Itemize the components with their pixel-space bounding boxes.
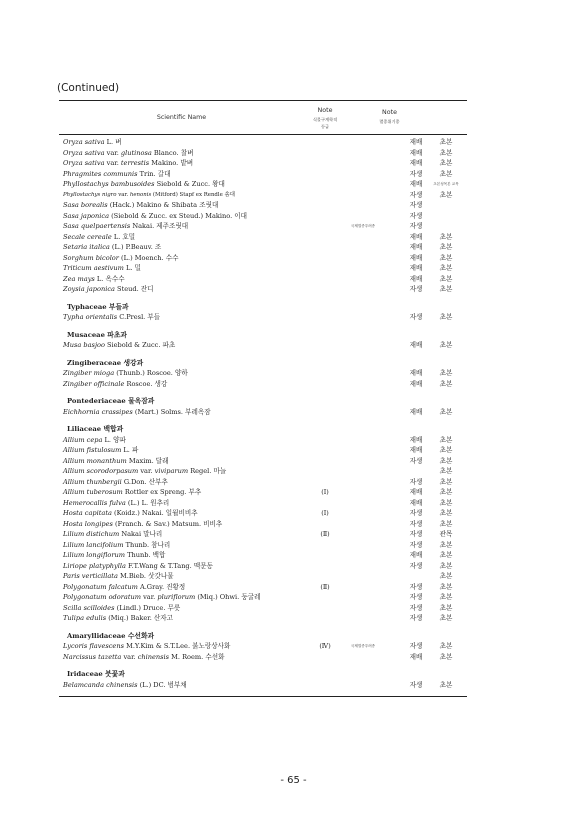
author-common-name: (Thunb.) Roscoe. 양하: [114, 369, 188, 377]
family-heading: Typhaceae 부들과: [67, 302, 129, 311]
growth-form: 초본: [439, 243, 453, 251]
author-common-name: (L.) L. 원추리: [125, 498, 170, 507]
table-row: [59, 456, 467, 467]
scientific-name: [63, 379, 167, 390]
table-row: [59, 519, 467, 530]
species-epithet: Scilla scilloides: [63, 603, 115, 612]
author-common-name: Roscoe. 생강: [124, 379, 168, 388]
growth-form: 초본: [439, 509, 453, 517]
author-common-name: C.Presl. 부들: [117, 313, 161, 321]
scientific-name: [63, 641, 230, 652]
status: 자생: [409, 603, 423, 612]
growth-form: 초본: [439, 446, 453, 454]
growth-form: 초본: [439, 540, 453, 549]
growth-form: 초본: [439, 456, 453, 465]
author-common-name: L. 밀: [123, 264, 141, 272]
scientific-name: [63, 232, 135, 243]
growth-form: 초본: [439, 190, 453, 199]
scientific-name: [63, 179, 225, 190]
table-row: [59, 148, 467, 159]
table-row: [59, 169, 467, 180]
scientific-name: [63, 529, 162, 540]
scientific-name: [63, 498, 169, 509]
species-epithet: Tulipa edulis: [63, 614, 107, 622]
table-row: [59, 487, 467, 498]
table-row: [59, 561, 467, 572]
species-epithet: Sasa japonica: [63, 211, 110, 220]
table-row: [59, 379, 467, 390]
author-common-name: (L.) P.Beauv. 조: [109, 243, 162, 251]
scientific-name: [63, 148, 193, 159]
author-common-name: Rottler ex Spreng. 부추: [122, 488, 202, 496]
floristic-grade: (Ⅱ): [320, 530, 330, 538]
status: 재배: [409, 180, 423, 188]
scientific-name: [63, 158, 193, 169]
status: 재배: [409, 551, 423, 559]
status: 자생: [409, 313, 423, 321]
author-common-name: L. 양파: [102, 435, 126, 444]
species-epithet: Lilium distichum: [63, 530, 120, 538]
table-row: [59, 242, 467, 253]
family-heading: Zingiberaceae 생강과: [67, 358, 144, 367]
table-body: [59, 135, 467, 696]
author-common-name: Blanco. 찰벼: [151, 148, 194, 157]
species-epithet: Secale cereale: [63, 232, 112, 241]
author-common-name: var.: [121, 652, 138, 661]
species-epithet: Oryza sativa: [63, 138, 105, 146]
scientific-name: [63, 242, 161, 253]
species-epithet: Polygonatum odoratum: [63, 593, 141, 601]
author-common-name: Trin. 갈대: [137, 169, 171, 178]
status: 재배: [409, 341, 423, 349]
species-epithet: Polygonatum falcatum: [63, 582, 138, 591]
scientific-name: [63, 487, 201, 498]
species-epithet: Lilium lancifolium: [63, 540, 124, 549]
status: 재배: [409, 274, 423, 283]
scientific-name: [63, 211, 247, 222]
author-common-name: L. 벼: [104, 138, 122, 146]
growth-form: 초본: [439, 642, 453, 650]
table-row: [59, 477, 467, 488]
species-epithet: Lycoris flavescens: [63, 642, 124, 650]
status: 재배: [409, 253, 423, 262]
scientific-name: [63, 368, 188, 379]
scientific-name: [63, 407, 211, 418]
scientific-name: [63, 190, 235, 201]
author-common-name: Nakai. 제주조릿대: [130, 222, 189, 230]
status: 자생: [409, 477, 423, 486]
species-epithet: Narcissus tazetta: [63, 652, 122, 661]
species-epithet: Triticum aestivum: [63, 264, 124, 272]
growth-form: 초본: [439, 407, 453, 416]
scientific-name: [63, 169, 170, 180]
scientific-name: [63, 466, 226, 477]
growth-form: 초본: [439, 652, 453, 661]
status: 재배: [409, 232, 423, 241]
table-row: [59, 603, 467, 614]
growth-form: 초본: [439, 148, 453, 157]
species-epithet: Paris verticillata: [63, 572, 118, 580]
growth-form: 초본: [439, 379, 453, 388]
scientific-name: [63, 680, 187, 691]
status: 자생: [409, 456, 423, 465]
scientific-name: [63, 508, 198, 519]
table-row: [59, 200, 467, 211]
table-row: [59, 190, 467, 201]
row-spacer: [59, 351, 467, 358]
table-row: [59, 680, 467, 691]
status: 자생: [409, 190, 423, 199]
status: 재배: [409, 652, 423, 661]
status: 자생: [409, 519, 423, 528]
table-row: [59, 641, 467, 652]
table-row: [59, 158, 467, 169]
author-common-name: M. Roem. 수선화: [169, 652, 225, 661]
table-row: [59, 253, 467, 264]
table-row: [59, 540, 467, 551]
author-common-name: (Lindl.) Druce. 무릇: [114, 603, 181, 612]
scientific-name: [63, 571, 174, 582]
species-table: [59, 100, 467, 697]
status: 자생: [409, 211, 423, 220]
scientific-name: [63, 340, 175, 351]
scientific-name: [63, 435, 126, 446]
author-common-name: var.: [104, 148, 121, 157]
continued-label: (Continued): [57, 82, 120, 94]
row-spacer: [59, 417, 467, 424]
scientific-name: [63, 200, 218, 211]
author-common-name: L. 호밀: [111, 232, 136, 241]
status: 자생: [409, 540, 423, 549]
species-epithet: Zingiber mioga: [63, 369, 115, 377]
author-common-name: M.Y.Kim & S.T.Lee. 붉노랑상사화: [123, 642, 231, 650]
growth-form: 초본: [439, 603, 453, 612]
status: 재배: [409, 148, 423, 157]
table-row: [59, 652, 467, 663]
endangered-note: 국제멸종우려종: [350, 644, 376, 648]
species-epithet: Sasa quelpaertensis: [63, 222, 131, 230]
table-row: [59, 582, 467, 593]
species-epithet: Allium fistulosum: [63, 446, 122, 454]
table-row: [59, 550, 467, 561]
table-row: [59, 613, 467, 624]
author-common-name: F.T.Wang & T.Tang. 맥문동: [125, 561, 213, 570]
growth-form: 초본: [439, 561, 453, 570]
author-common-name: Siebold & Zucc. 왕대: [154, 180, 225, 188]
status: 재배: [409, 407, 423, 416]
author-common-name: M.Bieb. 삿갓나물: [117, 572, 174, 580]
table-row: [59, 263, 467, 274]
table-row: [59, 407, 467, 418]
author-common-name: Makino. 밭벼: [149, 159, 194, 167]
species-epithet: pluriflorum: [157, 593, 196, 601]
status: 자생: [409, 201, 423, 209]
growth-form: 관목: [439, 530, 453, 538]
species-epithet: Belamcanda chinensis: [63, 680, 138, 689]
scientific-name: [63, 540, 170, 551]
scientific-name: [63, 221, 188, 232]
author-common-name: (Miq.) Ohwi. 둥굴레: [195, 593, 261, 601]
growth-form: 초본: [439, 169, 453, 178]
species-epithet: Zea mays: [63, 274, 95, 283]
header-note2-label: Note: [382, 109, 397, 116]
status: 재배: [409, 488, 423, 496]
species-epithet: Phyllostachys bambusoides: [63, 180, 155, 188]
species-epithet: Lilium longiflorum: [63, 551, 125, 559]
scientific-name: [63, 445, 138, 456]
species-epithet: Oryza sativa: [63, 159, 105, 167]
endangered-note: 국제멸종우려종: [350, 224, 376, 228]
status: 자생: [409, 285, 423, 293]
status: 재배: [409, 369, 423, 377]
author-common-name: Nakai 말나리: [119, 530, 163, 538]
author-common-name: (Franch. & Sav.) Matsum. 비비추: [112, 519, 223, 528]
table-row: [59, 284, 467, 295]
growth-form: 초본: [439, 572, 453, 580]
author-common-name: Thunb. 백합: [124, 551, 166, 559]
species-epithet: terrestis: [120, 159, 150, 167]
table-row: [59, 179, 467, 190]
status: 자생: [409, 169, 423, 178]
header-note-floristic: [304, 106, 346, 130]
author-common-name: (Miq.) Baker. 산자고: [106, 614, 174, 622]
species-epithet: Sorghum bicolor: [63, 253, 119, 262]
status: 재배: [409, 159, 423, 167]
table-row: [59, 445, 467, 456]
family-heading: Musaceae 파초과: [67, 330, 127, 339]
author-common-name: Maxim. 달래: [126, 456, 169, 465]
species-epithet: Zoysia japonica: [63, 285, 115, 293]
scientific-name: [63, 312, 160, 323]
growth-form: 초본: [439, 264, 453, 272]
status: 재배: [409, 243, 423, 251]
species-epithet: Allium cepa: [63, 435, 103, 444]
header-note1-sub1: 식물구계학적: [312, 117, 338, 122]
species-epithet: chinensis: [137, 652, 170, 661]
scientific-name: [63, 456, 169, 467]
growth-form: 초본: [439, 285, 453, 293]
table-row: [59, 368, 467, 379]
status: 자생: [409, 614, 423, 622]
scientific-name: [63, 284, 154, 295]
table-bottom-rule: [59, 696, 467, 697]
scientific-name: [63, 613, 173, 624]
status: 자생: [409, 593, 423, 601]
growth-form: 초본: [439, 680, 453, 689]
species-epithet: Sasa borealis: [63, 201, 108, 209]
growth-form: 초본: [439, 159, 453, 167]
status: 자생: [409, 222, 423, 230]
growth-form: 초본: [439, 498, 453, 507]
table-row: [59, 571, 467, 582]
floristic-grade: (Ⅰ): [321, 509, 329, 517]
status: 재배: [409, 446, 423, 454]
scientific-name: [63, 603, 180, 614]
scientific-name: [63, 652, 224, 663]
species-epithet: Musa basjoo: [63, 341, 105, 349]
growth-form: 초본: [439, 274, 453, 283]
table-row: [59, 221, 467, 232]
header-note1-sub2: 등급: [320, 124, 330, 129]
status: 자생: [409, 680, 423, 689]
growth-form: 초본: [439, 593, 453, 601]
author-common-name: Thunb. 참나리: [123, 540, 171, 549]
status: 자생: [409, 642, 423, 650]
species-epithet: Phyllostachys nigro: [63, 191, 117, 198]
author-common-name: (L.) Moench. 수수: [118, 253, 179, 262]
scientific-name: [63, 550, 165, 561]
status: 자생: [409, 561, 423, 570]
floristic-grade: (Ⅱ): [320, 582, 330, 591]
status: 재배: [409, 435, 423, 444]
row-spacer: [59, 389, 467, 396]
growth-form: 초본: [439, 488, 453, 496]
table-row: [59, 232, 467, 243]
row-spacer: [59, 295, 467, 302]
author-common-name: (Mart.) Solms. 부레옥잠: [132, 407, 211, 416]
species-epithet: Allium tuberosum: [63, 488, 123, 496]
species-epithet: Allium monanthum: [63, 456, 127, 465]
author-common-name: (Siebold & Zucc. ex Steud.) Makino. 이대: [109, 211, 248, 220]
scientific-name: [63, 477, 168, 488]
author-common-name: Siebold & Zucc. 파초: [104, 341, 176, 349]
species-epithet: Hosta capitata: [63, 509, 112, 517]
author-common-name: var.: [116, 191, 130, 198]
growth-form: 초본: [439, 138, 453, 146]
scientific-name: [63, 137, 122, 148]
author-common-name: (L.) DC. 범부채: [137, 680, 187, 689]
page-number: - 65 -: [280, 775, 307, 786]
author-common-name: (Hack.) Makino & Shibata 조릿대: [107, 201, 219, 209]
species-epithet: Hosta longipes: [63, 519, 113, 528]
species-epithet: Eichhornia crassipes: [63, 407, 133, 416]
species-epithet: henonis: [129, 191, 152, 198]
growth-form: 초본: [439, 519, 453, 528]
status: 재배: [409, 498, 423, 507]
author-common-name: var.: [138, 467, 155, 475]
header-note1-label: Note: [317, 107, 333, 114]
growth-form: 초본성목본 교목: [433, 182, 459, 186]
growth-form: 초본: [439, 369, 453, 377]
scientific-name: [63, 519, 222, 530]
family-heading: Liliaceae 백합과: [67, 425, 124, 433]
table-row: [59, 498, 467, 509]
species-epithet: Allium thunbergii: [63, 477, 122, 486]
species-epithet: viviparum: [154, 467, 189, 475]
status: 자생: [409, 509, 423, 517]
author-common-name: L. 파: [121, 446, 139, 454]
growth-form: 초본: [439, 582, 453, 591]
status: 재배: [409, 138, 423, 146]
author-common-name: A.Gray. 진황정: [137, 582, 186, 591]
scientific-name: [63, 263, 141, 274]
author-common-name: G.Don. 산부추: [121, 477, 168, 486]
author-common-name: (Koidz.) Nakai. 일월비비추: [111, 509, 198, 517]
row-spacer: [59, 323, 467, 330]
floristic-grade: (Ⅰ): [321, 488, 329, 496]
table-row: [59, 592, 467, 603]
species-epithet: Liriope platyphylla: [63, 561, 126, 570]
table-row: [59, 435, 467, 446]
scientific-name: [63, 582, 185, 593]
table-header: [59, 101, 467, 134]
species-epithet: Typha orientalis: [63, 313, 118, 321]
table-row: [59, 508, 467, 519]
scientific-name: [63, 253, 179, 264]
table-row: [59, 137, 467, 148]
species-epithet: glutinosa: [120, 148, 152, 157]
author-common-name: var.: [104, 159, 121, 167]
growth-form: 초본: [439, 341, 453, 349]
author-common-name: var.: [140, 593, 158, 601]
scientific-name: [63, 274, 125, 285]
species-epithet: Setaria italica: [63, 243, 110, 251]
header-scientific-name: Scientific Name: [156, 114, 207, 121]
scientific-name: [63, 561, 213, 572]
species-epithet: Oryza sativa: [63, 148, 105, 157]
table-row: [59, 529, 467, 540]
status: 자생: [409, 582, 423, 591]
author-common-name: L. 옥수수: [94, 274, 125, 283]
floristic-grade: (Ⅳ): [319, 642, 331, 650]
header-note2-sub: 멸종위기종: [379, 119, 400, 124]
growth-form: 초본: [439, 253, 453, 262]
status: 자생: [409, 530, 423, 538]
growth-form: 초본: [439, 614, 453, 622]
growth-form: 초본: [439, 232, 453, 241]
table-row: [59, 340, 467, 351]
species-epithet: Phragmites communis: [63, 169, 138, 178]
species-epithet: Hemerocallis fulva: [63, 498, 126, 507]
growth-form: 초본: [439, 467, 453, 475]
table-row: [59, 274, 467, 285]
table-row: [59, 211, 467, 222]
growth-form: 초본: [439, 435, 453, 444]
row-spacer: [59, 662, 467, 669]
growth-form: 초본: [439, 477, 453, 486]
family-heading: Pontederiaceae 물옥잠과: [67, 397, 155, 405]
growth-form: 초본: [439, 551, 453, 559]
family-heading: Iridaceae 붓꽃과: [67, 670, 125, 678]
author-common-name: Regel. 마늘: [188, 467, 227, 475]
author-common-name: Steud. 잔디: [114, 285, 154, 293]
row-spacer: [59, 624, 467, 631]
table-row: [59, 466, 467, 477]
growth-form: 초본: [439, 313, 453, 321]
status: 재배: [409, 264, 423, 272]
author-common-name: (Mitford) Stapf ex Rendle 솜대: [151, 191, 235, 198]
table-row: [59, 312, 467, 323]
species-epithet: Zingiber officinale: [63, 379, 125, 388]
species-epithet: Allium scorodorpasum: [63, 467, 139, 475]
family-heading: Amaryllidaceae 수선화과: [67, 631, 155, 640]
scientific-name: [63, 592, 260, 603]
header-note-endangered: [367, 108, 412, 125]
status: 재배: [409, 379, 423, 388]
